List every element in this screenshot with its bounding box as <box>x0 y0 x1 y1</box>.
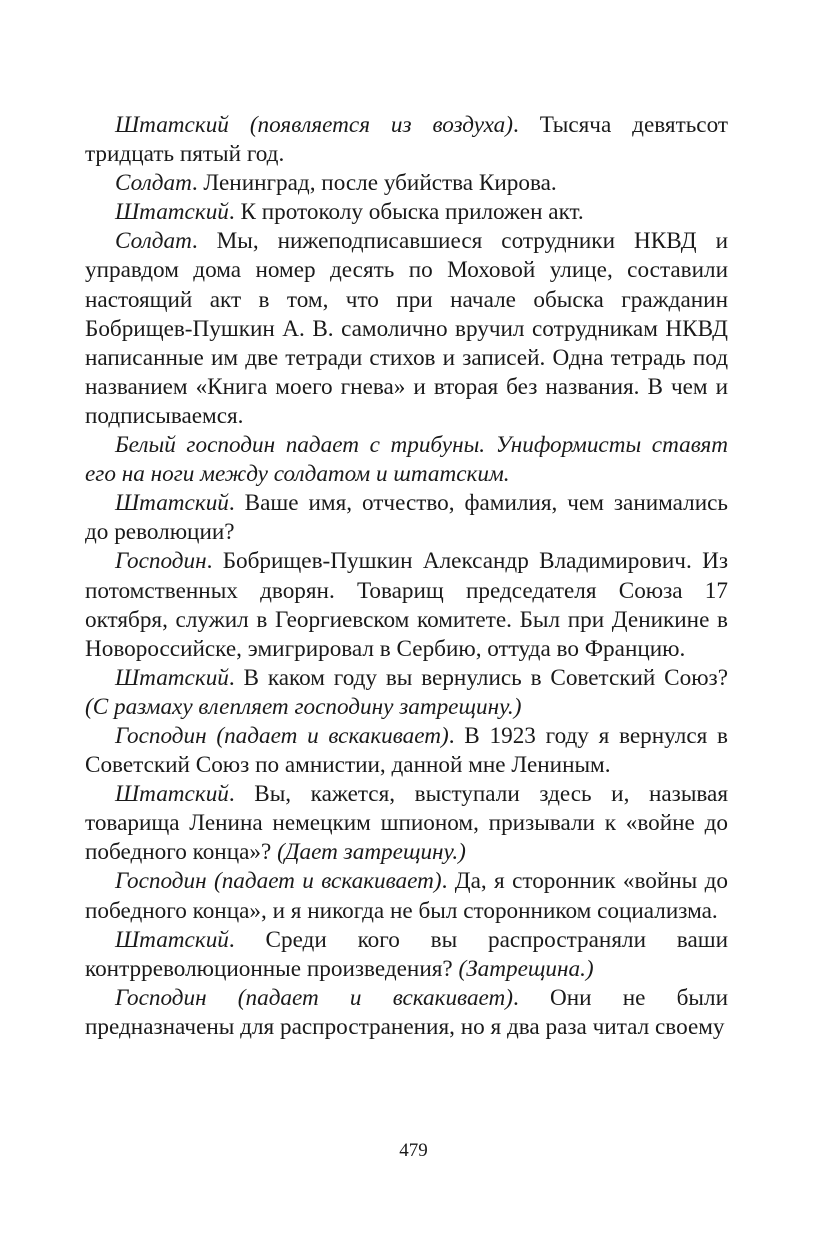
stage-direction: (падает и вскакивает) <box>206 984 514 1011</box>
paragraph-5-stage-direction <box>85 431 728 489</box>
stage-direction-text: Белый господин падает с трибуны. Униформисты ставят его на ноги между солдатом и штатским. <box>85 432 728 488</box>
speech-text: . Вы, кажется, выступали здесь и, называя товарища Ленина немецким шпионом, призывали к «войне до победного конца»? <box>85 781 728 866</box>
paragraph-7 <box>85 547 728 663</box>
speaker-name: Штатский <box>115 664 229 691</box>
speech-text: . В каком году вы вернулись в Советский Союз? <box>228 664 728 691</box>
speaker-name: Штатский <box>115 490 229 517</box>
speech-text: . Да, я сторонник «войны до победного конца», и я никогда не был сторонником социализма. <box>85 868 728 924</box>
paragraph-12 <box>85 926 728 984</box>
paragraph-8 <box>85 664 728 722</box>
speaker-name: Господин <box>115 722 207 749</box>
speech-text: . К протоколу обыска приложен акт. <box>228 199 584 226</box>
stage-direction: (С размаху влепляет господину затрещину.) <box>85 693 522 720</box>
speaker-name: Солдат <box>115 170 192 197</box>
speaker-name: Господин <box>115 548 207 575</box>
paragraph-2 <box>85 169 728 198</box>
speech-text: . Среди кого вы распространяли ваши контрреволюционные произведения? <box>85 926 728 982</box>
paragraph-1 <box>85 111 728 169</box>
speaker-name: Штатский <box>115 112 229 138</box>
paragraph-6 <box>85 489 728 547</box>
stage-direction: (падает и вскакивает) <box>206 722 449 749</box>
stage-direction: (Дает затрещину.) <box>277 839 466 866</box>
paragraph-3 <box>85 198 728 227</box>
speech-text: . В 1923 году я вернулся в Советский Союз по амнистии, данной мне Лениным. <box>85 722 728 779</box>
stage-direction: (появляется из воздуха) <box>228 112 513 138</box>
speech-text: . Бобрищев-Пушкин Александр Владимирович. Из потомственных дворян. Товарищ председателя Союза 17 октября, служил в Георгиевском комитете. Был при Деникине в Новороссийске, эмигрировал в Сербию, оттуда во Францию. <box>85 548 728 662</box>
paragraph-11 <box>85 867 728 925</box>
speaker-name: Штатский <box>115 781 229 808</box>
speaker-name: Господин <box>115 868 207 895</box>
speech-text: . Мы, нижеподписавшиеся сотрудники НКВД и управдом дома номер десять по Моховой улице, составили настоящий акт в том, что при начале обыска гражданин Бобрищев-Пушкин А. В. самолично вручил сотрудникам НКВД написанные им две тетради стихов и записей. Одна тетрадь под названием «Книга моего гнева» и вторая без названия. В чем и подписываемся. <box>85 228 728 429</box>
page-body <box>85 111 728 1042</box>
speech-text: . Ленинград, после убийства Кирова. <box>191 170 557 197</box>
paragraph-9 <box>85 722 728 780</box>
stage-direction: (падает и вскакивает) <box>206 868 442 895</box>
paragraph-13 <box>85 984 728 1042</box>
page-number: 479 <box>399 1140 428 1161</box>
speech-text: . Ваше имя, отчество, фамилия, чем занимались до революции? <box>85 490 728 546</box>
speech-text: . Они не были предназначены для распространения, но я два раза читал своему <box>85 984 728 1040</box>
speaker-name: Штатский <box>115 926 229 953</box>
speaker-name: Господин <box>115 984 207 1011</box>
stage-direction: (Затрещина.) <box>458 955 594 982</box>
paragraph-10 <box>85 780 728 867</box>
speech-text: . Тысяча девятьсот тридцать пятый год. <box>85 112 728 168</box>
speaker-name: Солдат <box>115 228 192 255</box>
paragraph-4 <box>85 227 728 431</box>
speaker-name: Штатский <box>115 199 229 226</box>
